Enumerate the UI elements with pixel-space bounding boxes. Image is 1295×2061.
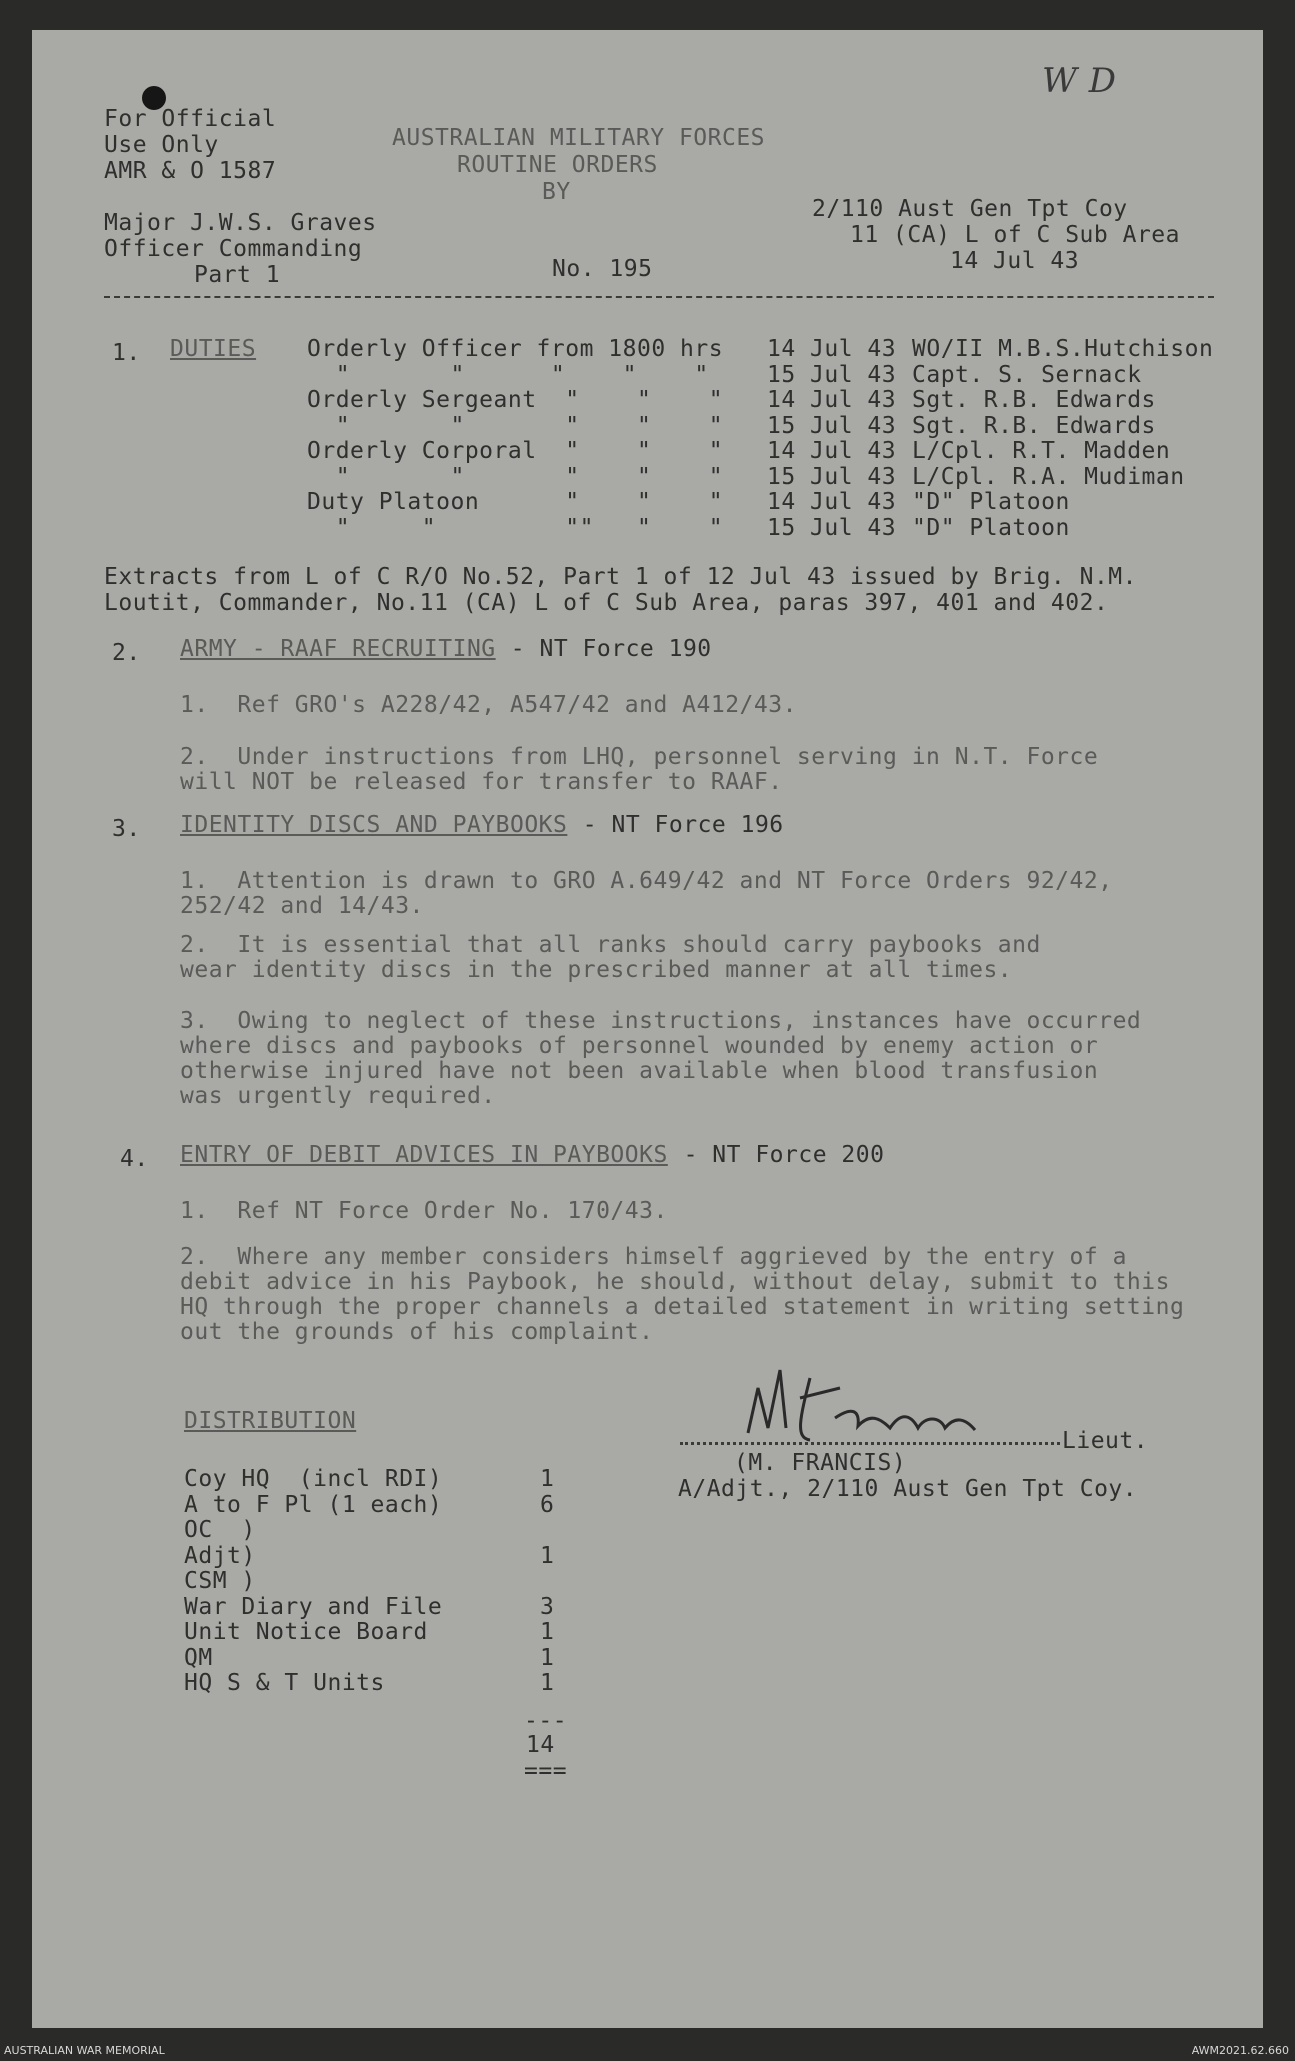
- footer-credit: AUSTRALIAN WAR MEMORIAL: [4, 2044, 165, 2057]
- distribution-label: Unit Notice Board: [184, 1619, 428, 1645]
- signature-scrawl: [740, 1358, 1040, 1448]
- paragraph-line: 252/42 and 14/43.: [180, 893, 424, 919]
- duty-label: " " " " ": [307, 361, 709, 388]
- official-line-1: For Official: [104, 106, 277, 132]
- paragraph-line: debit advice in his Paybook, he should, without delay, submit to this: [180, 1269, 1170, 1295]
- header-divider: [104, 296, 1214, 298]
- commander-line-1: Major J.W.S. Graves: [104, 210, 377, 236]
- item-reference: - NT Force 190: [510, 636, 712, 662]
- paragraph-line: wear identity discs in the prescribed manner at all times.: [180, 957, 1013, 983]
- unit-line-3: 14 Jul 43: [950, 248, 1080, 274]
- duty-label: Duty Platoon " " ": [307, 489, 724, 515]
- distribution-label: QM: [184, 1644, 213, 1671]
- title-line-2: ROUTINE ORDERS: [457, 152, 658, 178]
- duty-date: 15 Jul 43: [767, 463, 897, 490]
- item-number: 3.: [112, 816, 141, 842]
- duty-date: 14 Jul 43: [767, 336, 897, 362]
- duty-date: 14 Jul 43: [767, 387, 897, 413]
- item-number: 2.: [112, 640, 141, 666]
- extract-line-1: Extracts from L of C R/O No.52, Part 1 of 12 Jul 43 issued by Brig. N.M.: [104, 564, 1137, 590]
- paragraph-line: 1. Attention is drawn to GRO A.649/42 and NT Force Orders 92/42,: [180, 868, 1113, 894]
- duty-person: "D" Platoon: [912, 514, 1070, 541]
- duty-label: Orderly Corporal " " ": [307, 438, 724, 464]
- official-line-2: Use Only: [104, 132, 219, 158]
- unit-line-2: 11 (CA) L of C Sub Area: [850, 222, 1180, 248]
- duty-person: "D" Platoon: [912, 489, 1070, 515]
- distribution-double-rule: ===: [524, 1758, 568, 1784]
- distribution-qty: 1: [540, 1466, 555, 1492]
- duty-person: WO/II M.B.S.Hutchison: [912, 336, 1214, 362]
- signature-rank: Lieut.: [1062, 1428, 1149, 1454]
- distribution-label: CSM ): [184, 1568, 256, 1594]
- item-reference: - NT Force 200: [683, 1142, 885, 1168]
- duty-date: 15 Jul 43: [767, 361, 897, 388]
- duties-heading: DUTIES: [170, 336, 257, 362]
- title-line-3: BY: [542, 179, 571, 205]
- distribution-qty: 1: [540, 1542, 555, 1569]
- distribution-label: OC ): [184, 1517, 256, 1543]
- extract-line-2: Loutit, Commander, No.11 (CA) L of C Sub Area, paras 397, 401 and 402.: [104, 590, 1109, 616]
- paragraph-line: 1. Ref GRO's A228/42, A547/42 and A412/43.: [180, 692, 797, 718]
- paragraph-line: 1. Ref NT Force Order No. 170/43.: [180, 1198, 668, 1224]
- distribution-label: HQ S & T Units: [184, 1670, 385, 1696]
- official-line-3: AMR & O 1587: [104, 158, 277, 184]
- footer-reference: AWM2021.62.660: [1191, 2044, 1289, 2057]
- unit-line-1: 2/110 Aust Gen Tpt Coy: [812, 196, 1128, 222]
- item-reference: - NT Force 196: [582, 812, 784, 838]
- distribution-heading: DISTRIBUTION: [184, 1408, 357, 1434]
- duty-label: " " "" " ": [307, 514, 724, 541]
- distribution-qty: 6: [540, 1491, 555, 1518]
- distribution-label: War Diary and File: [184, 1593, 443, 1620]
- paragraph-line: HQ through the proper channels a detailed statement in writing setting: [180, 1294, 1185, 1320]
- duty-date: 15 Jul 43: [767, 514, 897, 541]
- paragraph-line: 3. Owing to neglect of these instructions, instances have occurred: [180, 1008, 1142, 1034]
- paragraph-line: 2. Where any member considers himself aggrieved by the entry of a: [180, 1244, 1127, 1270]
- duty-label: Orderly Officer from 1800 hrs: [307, 336, 724, 362]
- distribution-rule: ---: [524, 1708, 568, 1734]
- duty-person: Capt. S. Sernack: [912, 361, 1142, 388]
- duty-person: L/Cpl. R.A. Mudiman: [912, 463, 1185, 490]
- distribution-label: Adjt): [184, 1542, 256, 1569]
- paragraph-line: out the grounds of his complaint.: [180, 1319, 654, 1345]
- duty-person: L/Cpl. R.T. Madden: [912, 438, 1171, 464]
- duty-label: " " " " ": [307, 463, 724, 490]
- distribution-total: 14: [526, 1732, 555, 1758]
- item-number: 4.: [120, 1146, 149, 1172]
- duty-label: Orderly Sergeant " " ": [307, 387, 724, 413]
- duty-person: Sgt. R.B. Edwards: [912, 412, 1156, 439]
- distribution-label: A to F Pl (1 each): [184, 1491, 443, 1518]
- duty-date: 14 Jul 43: [767, 438, 897, 464]
- paragraph-line: 2. Under instructions from LHQ, personnel serving in N.T. Force: [180, 744, 1099, 770]
- signature-name: (M. FRANCIS): [734, 1450, 907, 1476]
- duty-label: " " " " ": [307, 412, 724, 439]
- distribution-qty: 1: [540, 1670, 555, 1696]
- signature-title: A/Adjt., 2/110 Aust Gen Tpt Coy.: [678, 1476, 1138, 1502]
- distribution-qty: 1: [540, 1644, 555, 1671]
- title-line-1: AUSTRALIAN MILITARY FORCES: [392, 125, 766, 151]
- item-heading: ARMY - RAAF RECRUITING: [180, 636, 496, 662]
- duties-number: 1.: [112, 340, 141, 366]
- commander-line-2: Officer Commanding: [104, 236, 363, 262]
- item-heading: IDENTITY DISCS AND PAYBOOKS: [180, 812, 568, 838]
- paragraph-line: 2. It is essential that all ranks should carry paybooks and: [180, 932, 1041, 958]
- duty-date: 15 Jul 43: [767, 412, 897, 439]
- document-page: [32, 30, 1263, 2028]
- commander-line-3: Part 1: [194, 262, 281, 288]
- distribution-qty: 3: [540, 1593, 555, 1620]
- item-heading: ENTRY OF DEBIT ADVICES IN PAYBOOKS: [180, 1142, 668, 1168]
- distribution-label: Coy HQ (incl RDI): [184, 1466, 443, 1492]
- paragraph-line: will NOT be released for transfer to RAAF.: [180, 769, 783, 795]
- distribution-qty: 1: [540, 1619, 555, 1645]
- duty-person: Sgt. R.B. Edwards: [912, 387, 1156, 413]
- duty-date: 14 Jul 43: [767, 489, 897, 515]
- paragraph-line: where discs and paybooks of personnel wounded by enemy action or: [180, 1033, 1099, 1059]
- paragraph-line: was urgently required.: [180, 1083, 496, 1109]
- paragraph-line: otherwise injured have not been available when blood transfusion: [180, 1058, 1099, 1084]
- handwritten-annotation: W D: [1042, 61, 1117, 101]
- order-number: No. 195: [552, 256, 653, 282]
